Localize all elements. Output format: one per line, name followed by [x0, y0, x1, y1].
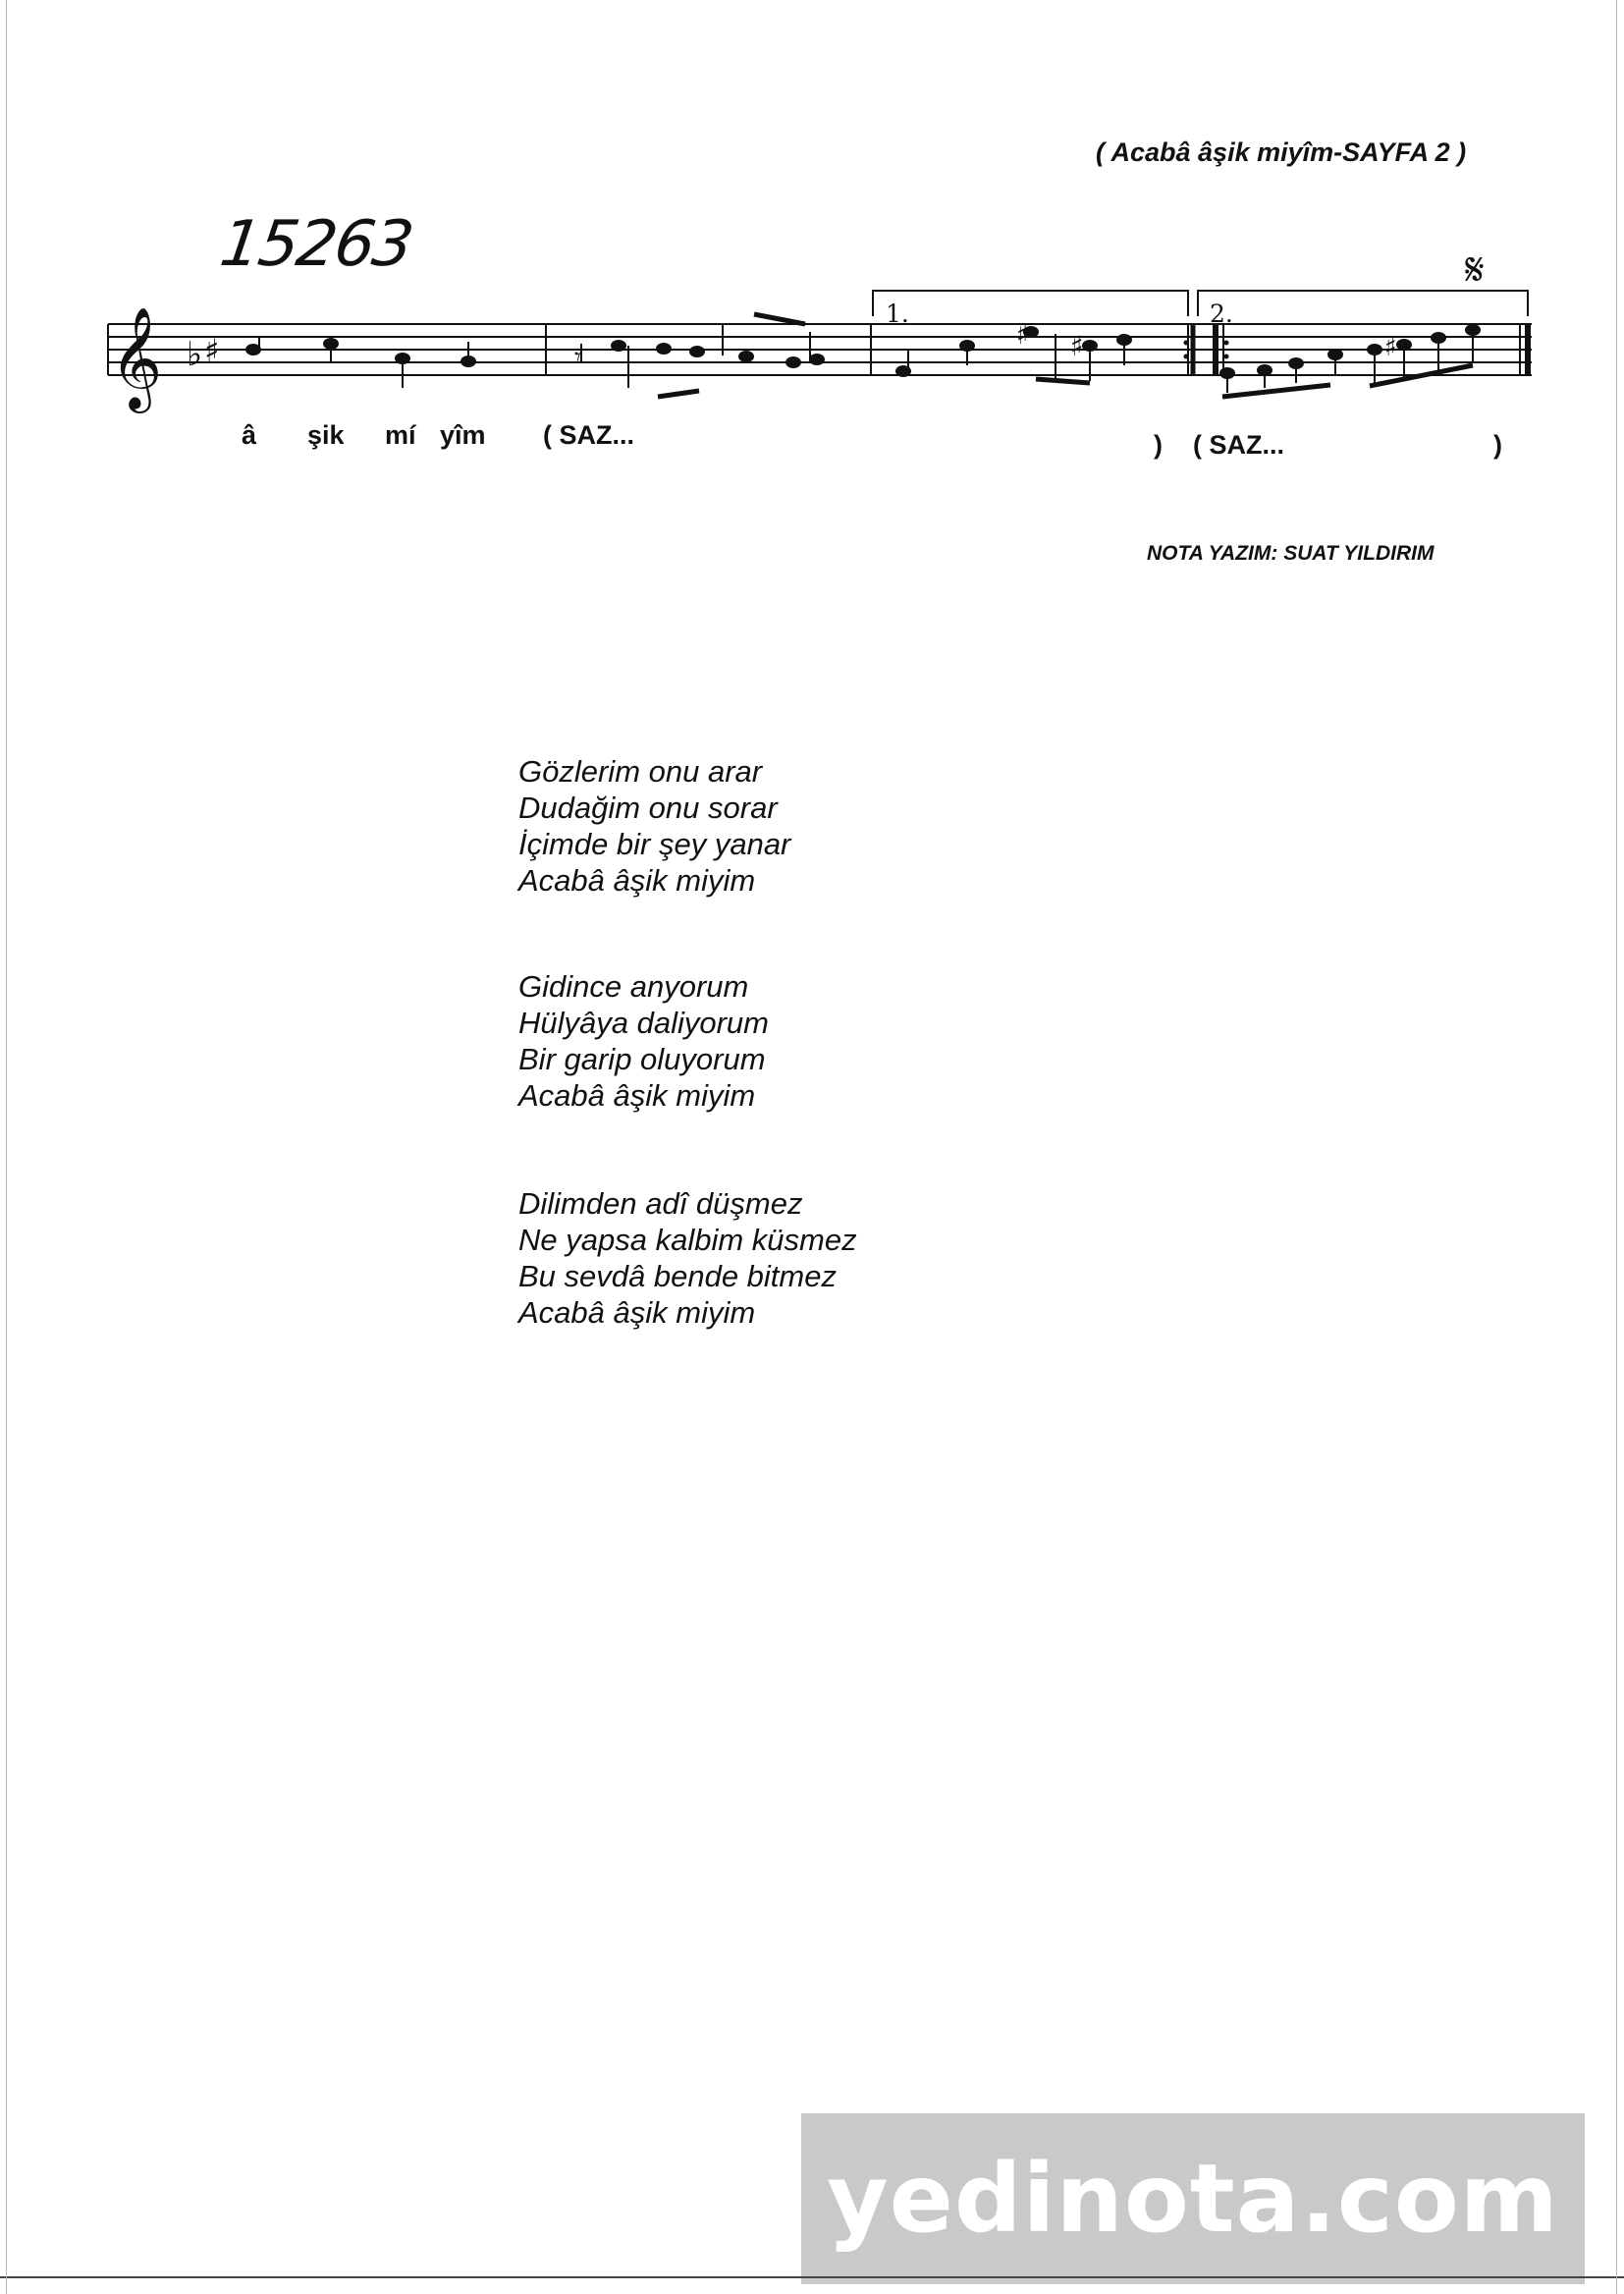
verse-line: Ne yapsa kalbim küsmez [518, 1223, 857, 1257]
verse-line: Gidince anyorum [518, 969, 749, 1004]
page-reference: ( Acabâ âşik miyîm-SAYFA 2 ) [1096, 137, 1467, 167]
verse-line: İçimde bir şey yanar [518, 827, 791, 861]
verse-line: Dudağim onu sorar [518, 791, 778, 825]
svg-text:𝄋: 𝄋 [1465, 243, 1485, 296]
verse-line: Gözlerim onu arar [518, 754, 763, 789]
svg-text:♯: ♯ [1016, 318, 1030, 351]
verse-line: Bir garip oluyorum [518, 1042, 766, 1076]
svg-text:𝄾: 𝄾 [574, 343, 581, 372]
notation-credit: NOTA YAZIM: SUAT YILDIRIM [1147, 542, 1435, 565]
lyric-syllable: şik [307, 420, 345, 450]
svg-text:♯: ♯ [1070, 330, 1084, 362]
svg-text:♭: ♭ [187, 335, 203, 374]
lyric-saz-close: ) [1154, 430, 1163, 460]
svg-text:♯: ♯ [204, 332, 220, 369]
lyric-syllable: â [242, 420, 257, 450]
verse-line: Hülyâya daliyorum [518, 1006, 769, 1040]
svg-text:♯: ♯ [1384, 333, 1397, 362]
handwritten-document-number: 15263 [215, 208, 416, 281]
lyric-syllable: mí [385, 420, 416, 450]
scan-edge-line [1616, 0, 1617, 2294]
music-staff [0, 0, 1624, 471]
verse-2 [518, 968, 769, 1114]
volta-2-label: 2. [1210, 300, 1233, 328]
scan-edge-line [6, 0, 7, 2294]
lyric-saz-open: ( SAZ... [543, 420, 634, 450]
lyric-saz-close: ) [1493, 430, 1502, 460]
verse-3 [518, 1185, 857, 1331]
verse-line: Acabâ âşik miyim [518, 1295, 756, 1330]
verse-line: Dilimden adî düşmez [518, 1186, 803, 1221]
volta-1-label: 1. [886, 300, 909, 328]
verse-1 [518, 753, 790, 899]
verse-line: Acabâ âşik miyim [518, 863, 756, 898]
lyric-saz-open: ( SAZ... [1193, 430, 1284, 460]
verse-line: Bu sevdâ bende bitmez [518, 1259, 837, 1293]
lyric-syllable: yîm [440, 420, 486, 450]
watermark: yedinota.com [801, 2113, 1585, 2284]
svg-text:𝄞: 𝄞 [110, 306, 163, 410]
scan-edge-line [0, 2276, 1624, 2278]
verse-line: Acabâ âşik miyim [518, 1078, 756, 1113]
